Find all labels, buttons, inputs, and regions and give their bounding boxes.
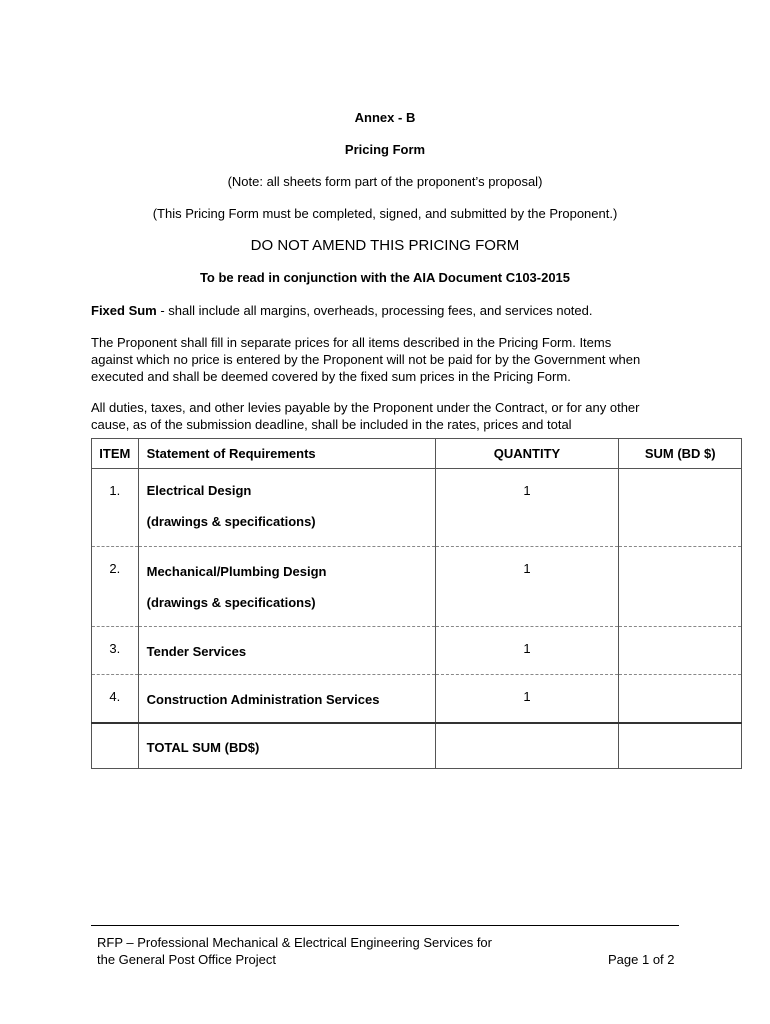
total-label: TOTAL SUM (BD$)	[146, 739, 260, 755]
page-number: Page 1 of 2	[608, 952, 675, 967]
total-quantity-cell	[435, 723, 619, 769]
requirement-name: Mechanical/Plumbing Design	[146, 564, 327, 579]
footer-line-2: the General Post Office Project	[97, 952, 276, 967]
fixed-sum-text: - shall include all margins, overheads, processing fees, and services noted.	[156, 303, 593, 318]
fixed-sum-label: Fixed Sum	[91, 303, 157, 318]
table-row	[92, 469, 742, 547]
sum-cell[interactable]	[619, 675, 742, 723]
requirement-name: Construction Administration Services	[146, 692, 380, 707]
footer-divider	[91, 925, 679, 926]
header-sum: SUM (BD $)	[619, 439, 742, 469]
item-number: 2.	[109, 561, 121, 576]
aia-reference: To be read in conjunction with the AIA Document C103-2015	[199, 270, 571, 285]
proposal-note: (Note: all sheets form part of the proponent’s proposal)	[227, 174, 543, 189]
pricing-instructions-paragraph	[91, 334, 683, 385]
item-number: 3.	[109, 641, 121, 656]
table-row	[92, 627, 742, 675]
duties-paragraph	[91, 399, 683, 433]
table-row	[92, 547, 742, 627]
footer-project	[97, 934, 492, 968]
table-row	[92, 675, 742, 723]
paragraph-line: The Proponent shall fill in separate prices for all items described in the Pricing Form. Items	[91, 335, 612, 350]
form-title: Pricing Form	[344, 142, 426, 157]
fixed-sum-paragraph	[91, 302, 683, 319]
quantity-value: 1	[523, 689, 531, 704]
sum-cell[interactable]	[619, 627, 742, 675]
annex-label: Annex - B	[354, 110, 416, 125]
paragraph-line: executed and shall be deemed covered by the fixed sum prices in the Pricing Form.	[91, 369, 571, 384]
pricing-table	[91, 438, 742, 769]
sum-cell[interactable]	[619, 547, 742, 627]
total-item-cell	[92, 723, 139, 769]
submission-instruction: (This Pricing Form must be completed, signed, and submitted by the Proponent.)	[152, 206, 618, 221]
requirement-name: Electrical Design	[146, 483, 252, 498]
header-quantity: QUANTITY	[435, 439, 619, 469]
total-sum-cell[interactable]	[619, 723, 742, 769]
paragraph-line: against which no price is entered by the Proponent will not be paid for by the Government when	[91, 352, 641, 367]
do-not-amend-warning: DO NOT AMEND THIS PRICING FORM	[250, 237, 520, 254]
item-number: 4.	[109, 689, 121, 704]
item-number: 1.	[109, 483, 121, 498]
header-requirements: Statement of Requirements	[138, 439, 435, 469]
footer-line-1: RFP – Professional Mechanical & Electrical Engineering Services for	[97, 935, 492, 950]
requirement-detail: (drawings & specifications)	[146, 595, 316, 610]
sum-cell[interactable]	[619, 469, 742, 547]
quantity-value: 1	[523, 483, 531, 498]
table-header-row	[92, 439, 742, 469]
quantity-value: 1	[523, 641, 531, 656]
requirement-name: Tender Services	[146, 644, 247, 659]
paragraph-line: All duties, taxes, and other levies payable by the Proponent under the Contract, or for any other	[91, 400, 640, 415]
quantity-value: 1	[523, 561, 531, 576]
requirement-detail: (drawings & specifications)	[146, 514, 316, 529]
header-item: ITEM	[92, 439, 139, 469]
total-row	[92, 723, 742, 769]
paragraph-line: cause, as of the submission deadline, shall be included in the rates, prices and total	[91, 417, 572, 432]
